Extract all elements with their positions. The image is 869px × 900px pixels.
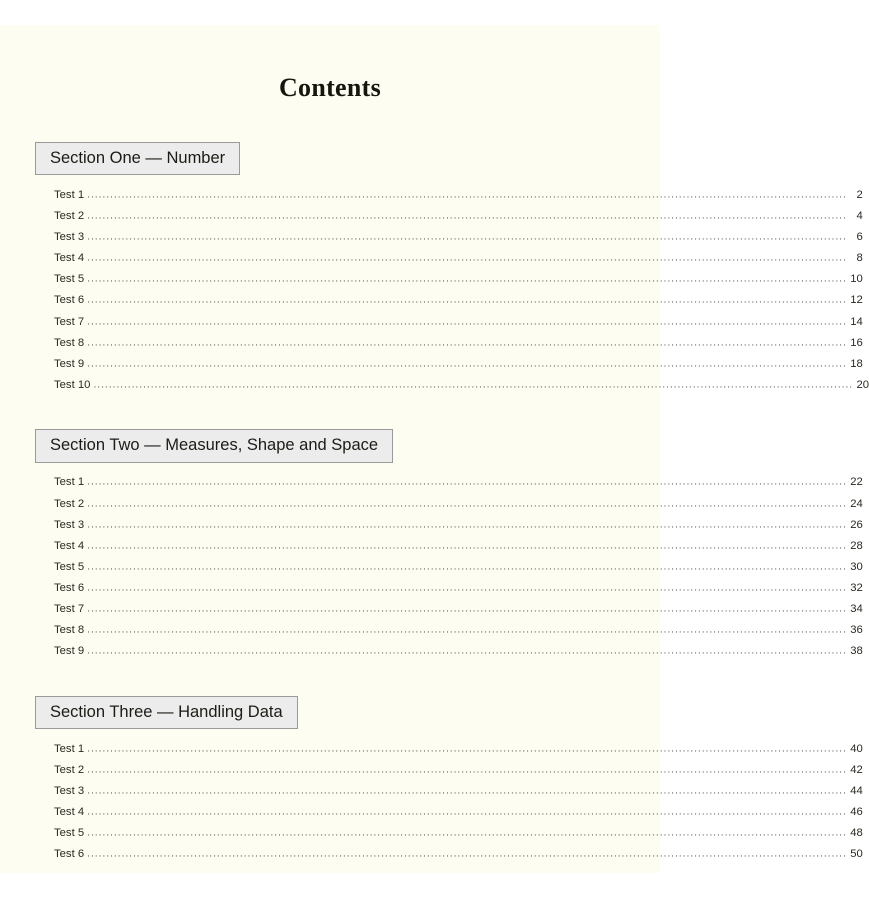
toc-entry[interactable] — [54, 844, 863, 865]
toc-entry-page-number: 22 — [850, 476, 863, 489]
toc-entry-label: Test 7 — [54, 315, 85, 328]
dot-leader: ....................................................................................................................................................................................................... — [87, 357, 847, 370]
toc-entry[interactable] — [54, 738, 863, 759]
dot-leader: ....................................................................................................................................................................................................... — [87, 230, 847, 243]
toc-entry-page-number: 10 — [850, 273, 863, 286]
toc-entry[interactable] — [54, 332, 863, 353]
toc-entry-label: Test 10 — [54, 378, 91, 391]
dot-leader: ....................................................................................................................................................................................................... — [87, 623, 847, 636]
toc-entry[interactable] — [54, 472, 863, 493]
dot-leader: ....................................................................................................................................................................................................... — [87, 475, 847, 488]
toc-entry-page-number: 28 — [850, 539, 863, 552]
toc-entry-page-number: 6 — [856, 231, 863, 244]
toc-entry-page-number: 44 — [850, 784, 863, 797]
toc-entry[interactable] — [54, 493, 863, 514]
toc-entry-page-number: 34 — [850, 602, 863, 615]
toc-entry[interactable] — [54, 598, 863, 619]
toc-entry-label: Test 5 — [54, 827, 85, 840]
toc-entry[interactable] — [54, 620, 863, 641]
dot-leader: ....................................................................................................................................................................................................... — [87, 581, 847, 594]
toc-entry[interactable] — [54, 206, 863, 227]
toc-entry-page-number: 40 — [850, 742, 863, 755]
toc-entry-label: Test 1 — [54, 189, 85, 202]
toc-entry-label: Test 2 — [54, 210, 85, 223]
toc-entry-page-number: 32 — [850, 581, 863, 594]
toc-entry-label: Test 9 — [54, 357, 85, 370]
toc-entry-label: Test 2 — [54, 763, 85, 776]
dot-leader: ....................................................................................................................................................................................................... — [87, 497, 847, 510]
toc-entry-page-number: 30 — [850, 560, 863, 573]
toc-entry[interactable] — [54, 823, 863, 844]
toc-entry-page-number: 4 — [856, 210, 863, 223]
toc-entry-page-number: 14 — [850, 315, 863, 328]
toc-entry-label: Test 3 — [54, 231, 85, 244]
toc-entry-page-number: 2 — [856, 189, 863, 202]
toc-entry-label: Test 2 — [54, 497, 85, 510]
toc-entry[interactable] — [54, 311, 863, 332]
toc-entry[interactable] — [54, 248, 863, 269]
toc-sections — [35, 142, 869, 865]
toc-entry-page-number: 24 — [850, 497, 863, 510]
toc-entry[interactable] — [54, 514, 863, 535]
toc-entry-label: Test 7 — [54, 602, 85, 615]
dot-leader: ....................................................................................................................................................................................................... — [87, 644, 847, 657]
toc-entry-label: Test 9 — [54, 645, 85, 658]
toc-entry-label: Test 6 — [54, 294, 85, 307]
toc-entry[interactable] — [54, 759, 863, 780]
toc-entry-label: Test 6 — [54, 848, 85, 861]
document-page — [0, 25, 869, 873]
section-heading: Section Three — Handling Data — [35, 696, 298, 729]
toc-entry-label: Test 6 — [54, 581, 85, 594]
toc-entry[interactable] — [54, 290, 863, 311]
section-heading: Section Two — Measures, Shape and Space — [35, 429, 393, 462]
toc-entry[interactable] — [54, 641, 863, 662]
toc-entry-page-number: 38 — [850, 645, 863, 658]
toc-entry-label: Test 8 — [54, 624, 85, 637]
toc-entry[interactable] — [54, 184, 863, 205]
toc-content — [0, 142, 869, 865]
toc-entry[interactable] — [54, 227, 863, 248]
dot-leader: ....................................................................................................................................................................................................... — [87, 272, 847, 285]
toc-entry-page-number: 16 — [850, 336, 863, 349]
toc-entry-label: Test 3 — [54, 784, 85, 797]
toc-entry-page-number: 50 — [850, 848, 863, 861]
toc-entry-label: Test 5 — [54, 560, 85, 573]
toc-entry-label: Test 5 — [54, 273, 85, 286]
toc-entry-label: Test 8 — [54, 336, 85, 349]
toc-entry-page-number: 12 — [850, 294, 863, 307]
toc-entry[interactable] — [54, 269, 863, 290]
toc-list — [35, 472, 863, 662]
toc-section — [35, 429, 863, 661]
toc-entry-page-number: 18 — [850, 357, 863, 370]
toc-entry-label: Test 4 — [54, 806, 85, 819]
dot-leader: ....................................................................................................................................................................................................... — [87, 805, 847, 818]
page-title: Contents — [278, 73, 382, 102]
toc-entry-page-number: 20 — [856, 378, 869, 391]
toc-entry-label: Test 3 — [54, 518, 85, 531]
toc-entry-label: Test 1 — [54, 476, 85, 489]
toc-entry-page-number: 36 — [850, 624, 863, 637]
toc-entry[interactable] — [54, 535, 863, 556]
toc-entry-page-number: 26 — [850, 518, 863, 531]
toc-entry[interactable] — [54, 353, 863, 374]
toc-entry-page-number: 46 — [850, 806, 863, 819]
dot-leader: ....................................................................................................................................................................................................... — [87, 560, 847, 573]
toc-list — [35, 184, 869, 395]
dot-leader: ....................................................................................................................................................................................................... — [87, 539, 847, 552]
dot-leader: ....................................................................................................................................................................................................... — [87, 602, 847, 615]
section-heading: Section One — Number — [35, 142, 240, 175]
toc-entry-label: Test 4 — [54, 539, 85, 552]
toc-entry-label: Test 1 — [54, 742, 85, 755]
toc-section — [35, 142, 869, 395]
dot-leader: ....................................................................................................................................................................................................... — [87, 847, 847, 860]
dot-leader: ....................................................................................................................................................................................................... — [87, 763, 847, 776]
dot-leader: ....................................................................................................................................................................................................... — [87, 209, 847, 222]
toc-entry[interactable] — [54, 577, 863, 598]
dot-leader: ....................................................................................................................................................................................................... — [87, 188, 847, 201]
toc-entry-page-number: 48 — [850, 827, 863, 840]
dot-leader: ....................................................................................................................................................................................................... — [87, 784, 847, 797]
toc-entry[interactable] — [54, 780, 863, 801]
toc-list — [35, 738, 863, 865]
dot-leader: ....................................................................................................................................................................................................... — [93, 378, 854, 391]
dot-leader: ....................................................................................................................................................................................................... — [87, 251, 847, 264]
toc-entry-label: Test 4 — [54, 252, 85, 265]
dot-leader: ....................................................................................................................................................................................................... — [87, 518, 847, 531]
toc-entry-page-number: 8 — [856, 252, 863, 265]
dot-leader: ....................................................................................................................................................................................................... — [87, 315, 847, 328]
dot-leader: ....................................................................................................................................................................................................... — [87, 293, 847, 306]
toc-entry[interactable] — [54, 801, 863, 822]
toc-entry-page-number: 42 — [850, 763, 863, 776]
dot-leader: ....................................................................................................................................................................................................... — [87, 336, 847, 349]
dot-leader: ....................................................................................................................................................................................................... — [87, 742, 847, 755]
toc-entry[interactable] — [54, 556, 863, 577]
toc-entry[interactable] — [54, 374, 869, 395]
toc-section — [35, 696, 863, 865]
dot-leader: ....................................................................................................................................................................................................... — [87, 826, 847, 839]
